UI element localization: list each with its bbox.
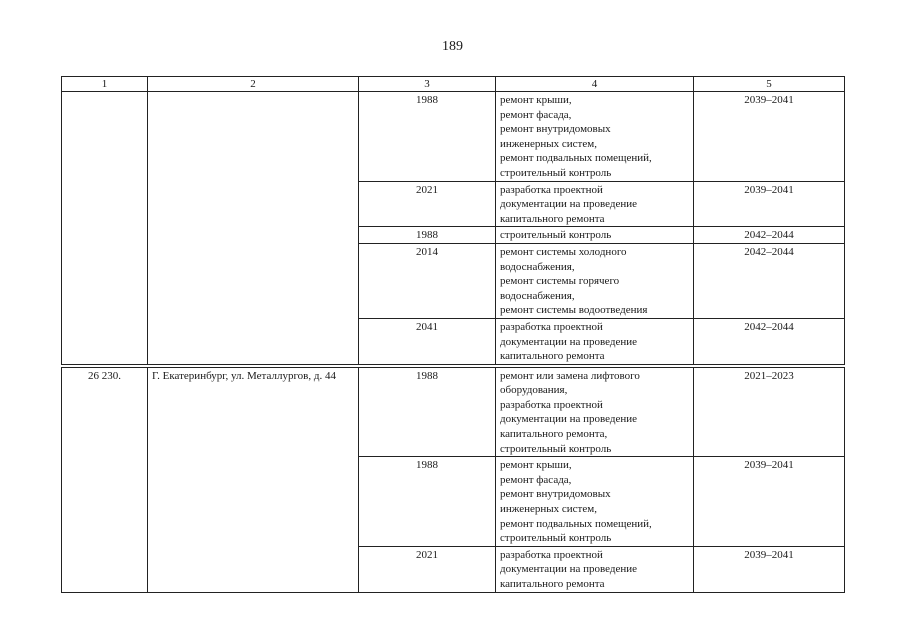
works-cell [496, 318, 694, 364]
work-line: водоснабжения, [500, 289, 575, 302]
work-line: капитального ремонта [500, 578, 605, 590]
table-body [62, 92, 845, 593]
object-address [148, 92, 359, 365]
period-cell: 2039–2041 [694, 92, 845, 182]
work-line: ремонт системы водоотведения [500, 304, 648, 317]
work-line: разработка проектной [500, 398, 603, 411]
work-line: ремонт крыши, [500, 459, 572, 472]
work-line: строительный контроль [500, 532, 612, 545]
work-line: документации на проведение [500, 413, 638, 426]
period-cell: 2042–2044 [694, 227, 845, 244]
works-cell [496, 227, 694, 244]
period-cell: 2042–2044 [694, 318, 845, 364]
column-header: 2 [148, 77, 359, 92]
work-line: ремонт фасада, [500, 473, 572, 486]
repair-schedule-table [61, 76, 845, 593]
table-row [62, 367, 845, 457]
work-line: строительный контроль [500, 442, 612, 455]
column-header: 3 [359, 77, 496, 92]
work-line: документации на проведение [500, 563, 638, 576]
works-cell [496, 92, 694, 182]
work-line: ремонт фасада, [500, 108, 572, 121]
work-line: ремонт системы холодного [500, 245, 627, 258]
page-number: 189 [442, 39, 463, 54]
work-line: капитального ремонта, [500, 428, 608, 441]
work-line: ремонт крыши, [500, 94, 572, 106]
work-line: капитального ремонта [500, 350, 605, 363]
work-line: разработка проектной [500, 548, 603, 561]
works-cell [496, 546, 694, 592]
year-cell: 1988 [359, 92, 496, 182]
work-line: ремонт системы горячего [500, 275, 620, 288]
column-header: 4 [496, 77, 694, 92]
column-header: 5 [694, 77, 845, 92]
work-line: разработка проектной [500, 183, 603, 196]
works-cell [496, 181, 694, 227]
object-number: 26 230. [62, 367, 148, 592]
work-line: капитального ремонта [500, 212, 605, 225]
period-cell: 2021–2023 [694, 367, 845, 457]
work-line: ремонт внутридомовых [500, 488, 611, 501]
work-line: строительный контроль [500, 166, 612, 179]
period-cell: 2039–2041 [694, 457, 845, 547]
works-cell [496, 367, 694, 457]
period-cell: 2039–2041 [694, 546, 845, 592]
year-cell: 1988 [359, 227, 496, 244]
works-cell [496, 243, 694, 318]
year-cell: 2021 [359, 546, 496, 592]
work-line: документации на проведение [500, 335, 638, 348]
work-line: инженерных систем, [500, 137, 597, 150]
year-cell: 2021 [359, 181, 496, 227]
year-cell: 2014 [359, 243, 496, 318]
work-line: инженерных систем, [500, 503, 597, 516]
column-header: 1 [62, 77, 148, 92]
work-line: ремонт или замена лифтового [500, 369, 640, 382]
work-line: ремонт подвальных помещений, [500, 517, 652, 530]
work-line: ремонт внутридомовых [500, 123, 611, 136]
year-cell: 1988 [359, 457, 496, 547]
year-cell: 2041 [359, 318, 496, 364]
table-row [62, 92, 845, 182]
work-line: ремонт подвальных помещений, [500, 152, 652, 165]
year-cell: 1988 [359, 367, 496, 457]
works-cell [496, 457, 694, 547]
work-line: разработка проектной [500, 320, 603, 333]
column-number-row [62, 77, 845, 92]
work-line: оборудования, [500, 384, 568, 397]
period-cell: 2042–2044 [694, 243, 845, 318]
object-number [62, 92, 148, 365]
work-line: водоснабжения, [500, 260, 575, 273]
work-line: строительный контроль [500, 229, 612, 242]
object-address: Г. Екатеринбург, ул. Металлургов, д. 44 [148, 367, 359, 592]
work-line: документации на проведение [500, 198, 638, 211]
period-cell: 2039–2041 [694, 181, 845, 227]
